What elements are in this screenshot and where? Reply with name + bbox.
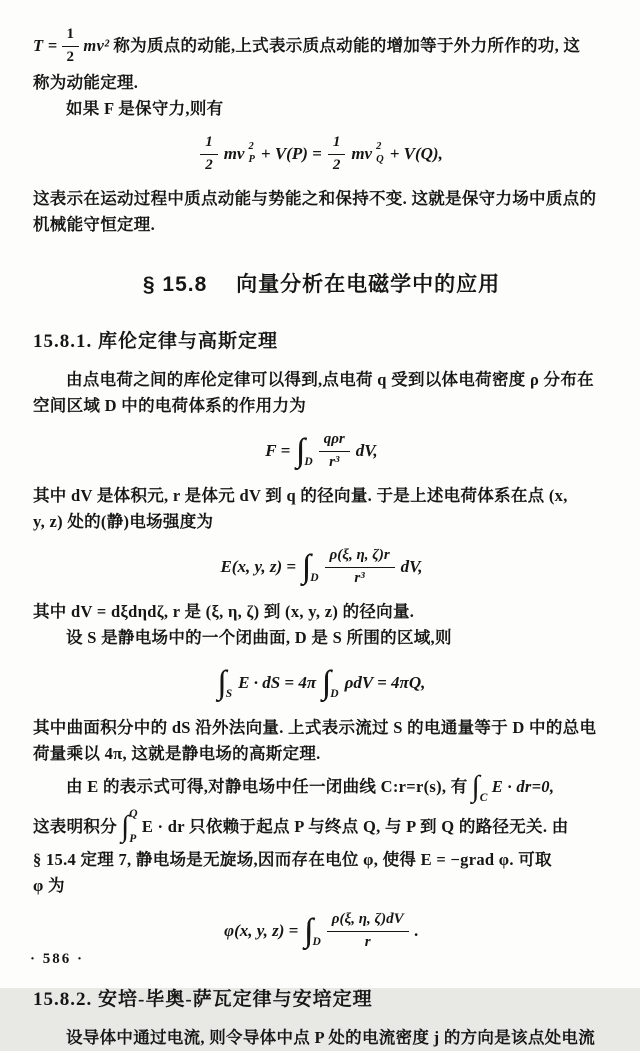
fraction-numerator: 1 [328,134,346,154]
subscript: P [248,154,255,165]
integral-sign: ∫ [471,770,480,803]
fraction-numerator: ρ(ξ, η, ζ)r [325,547,395,567]
integral-sign: ∫ [121,810,130,843]
triple-integral [322,664,339,701]
integral-signs: ∫∫∫ [296,432,297,469]
math-plus-VQ: + V(Q), [389,144,443,163]
paragraph-path-independence-line2: § 15.4 定理 7, 静电场是无旋场,因而存在电位 φ, 使得 E = −grad φ. 可取 [33,850,552,869]
subscript: Q [376,154,384,165]
subsection-heading-ampere-biot-savart: 15.8.2. 安培-毕奥-萨瓦定律与安培定理 [33,989,373,1010]
section-title: 向量分析在电磁学中的应用 [236,273,501,296]
paragraph-coulomb-line2: 空间区域 D 中的电荷体系的作用力为 [33,396,307,415]
fraction-integrand [319,431,350,471]
fraction-integrand [325,547,395,587]
section-number: § 15.8 [142,273,208,296]
subsection-heading-coulomb-gauss: 15.8.1. 库伦定律与高斯定理 [33,331,279,352]
fraction-denominator: r [364,933,371,950]
paragraph-kinetic-energy-line2: 称为动能定理. [33,73,139,92]
math-E-dot-dS: E · dS = 4π [238,673,317,692]
paragraph-flux-line2: 荷量乘以 4π, 这就是静电场的高斯定理. [33,744,321,763]
math-rho-dV: ρdV = 4πQ, [344,673,426,692]
math-E-equals: E(x, y, z) = [220,557,297,576]
equation-electric-field [33,544,610,590]
equation-coulomb-force [33,428,610,474]
integral-signs: ∫∫∫ [322,664,323,701]
fraction-numerator: 1 [200,134,218,154]
fraction-denominator: r³ [354,569,365,586]
math-phi-equals: φ(x, y, z) = [224,921,299,940]
paragraph-mechanical-energy-line1: 这表示在运动过程中质点动能与势能之和保持不变. 这就是保守力场中质点的 [33,189,597,208]
upper-limit: Q [129,808,138,820]
math-mv: mv [351,144,373,163]
superscript: 2 [248,141,254,153]
math-period: . [414,921,419,940]
paragraph-coulomb-line1: 由点电荷之间的库伦定律可以得到,点电荷 q 受到以体电荷密度 ρ 分布在 [66,370,594,389]
lower-limit: P [129,832,137,845]
integral-domain: D [304,456,313,468]
paragraph-mechanical-energy-line2: 机械能守恒定理. [33,215,156,234]
paragraph-text: 称为质点的动能,上式表示质点动能的增加等于外力所作的功, 这 [113,36,581,55]
math-mv-squared: mv² [83,36,110,55]
paragraph-closed-curve [33,767,610,807]
paragraph-current-density: 设导体中通过电流, 则令导体中点 P 处的电流密度 j 的方向是该点处电流 [66,1028,596,1047]
sup-sub-stack [376,141,384,166]
integral-domain: D [312,936,321,948]
math-dV: dV, [355,441,378,460]
section-heading [33,268,610,298]
triple-integral [296,432,313,469]
paragraph-closed-surface: 设 S 是静电场中的一个闭曲面, D 是 S 所围的区域,则 [66,628,452,647]
paragraph-flux-line1: 其中曲面积分中的 dS 沿外法向量. 上式表示流过 S 的电通量等于 D 中的总电 [33,718,597,737]
math-mv: mv [223,144,245,163]
integral-signs: ∫∫∫ [304,912,305,949]
line-integral [472,772,488,802]
paragraph-path-independence-line3: φ 为 [33,876,65,895]
math-E-dot-dr-zero: E · dr=0, [491,777,555,796]
fraction-denominator: 2 [66,48,75,65]
math-dV: dV, [400,557,423,576]
equation-energy-conservation [33,131,610,177]
triple-integral [302,548,319,585]
equation-electric-potential [33,908,610,954]
fraction-denominator: 2 [332,156,341,173]
fraction-numerator: 1 [62,26,80,46]
paragraph-conservative-force: 如果 F 是保守力,则有 [66,99,224,118]
surface-integral [217,664,233,701]
integral-domain: C [479,792,488,804]
superscript: 2 [376,141,382,153]
integral-signs: ∫∫ [217,664,218,701]
integral-signs: ∫∫∫ [302,548,303,585]
paragraph-volume-element-line1: 其中 dV 是体积元, r 是体元 dV 到 q 的径向量. 于是上述电荷体系在点 (x, [33,486,568,505]
paragraph-dv-definition: 其中 dV = dξdηdζ, r 是 (ξ, η, ζ) 到 (x, y, z) 的径向量. [33,602,415,621]
paragraph-text: 由 E 的表示式可得,对静电场中任一闭曲线 C:r=r(s), 有 [66,777,468,796]
paragraph-kinetic-energy-line1 [33,22,610,70]
sup-sub-stack [248,141,254,166]
paragraph-text: E · dr 只依赖于起点 P 与终点 Q, 与 P 到 Q 的路径无关. 由 [141,817,569,836]
equation-gauss-theorem [33,660,610,706]
fraction-one-half [328,134,346,174]
fraction-denominator: 2 [205,156,213,173]
fraction-numerator: qρr [319,431,350,451]
fraction-denominator: r³ [329,453,340,470]
math-F-equals: F = [265,441,291,460]
fraction-one-half [200,134,218,174]
paragraph-volume-element-line2: y, z) 处的(静)电场强度为 [33,512,214,531]
paragraph-text: 这表明积分 [33,817,117,836]
fraction-one-half [62,26,80,66]
integral-domain: D [330,688,339,700]
math-plus-VP-equals: + V(P) = [260,144,322,163]
fraction-integrand [327,911,409,951]
paragraph-path-independence-line1 [33,807,610,847]
integral-domain: S [225,688,233,700]
integral-limits [129,809,138,845]
definite-integral-P-to-Q [121,809,138,845]
page-number: · 586 · [30,951,85,967]
fraction-numerator: ρ(ξ, η, ζ)dV [327,911,409,931]
math-T-equals: T = [33,36,58,55]
triple-integral [304,912,321,949]
integral-domain: D [310,572,319,584]
